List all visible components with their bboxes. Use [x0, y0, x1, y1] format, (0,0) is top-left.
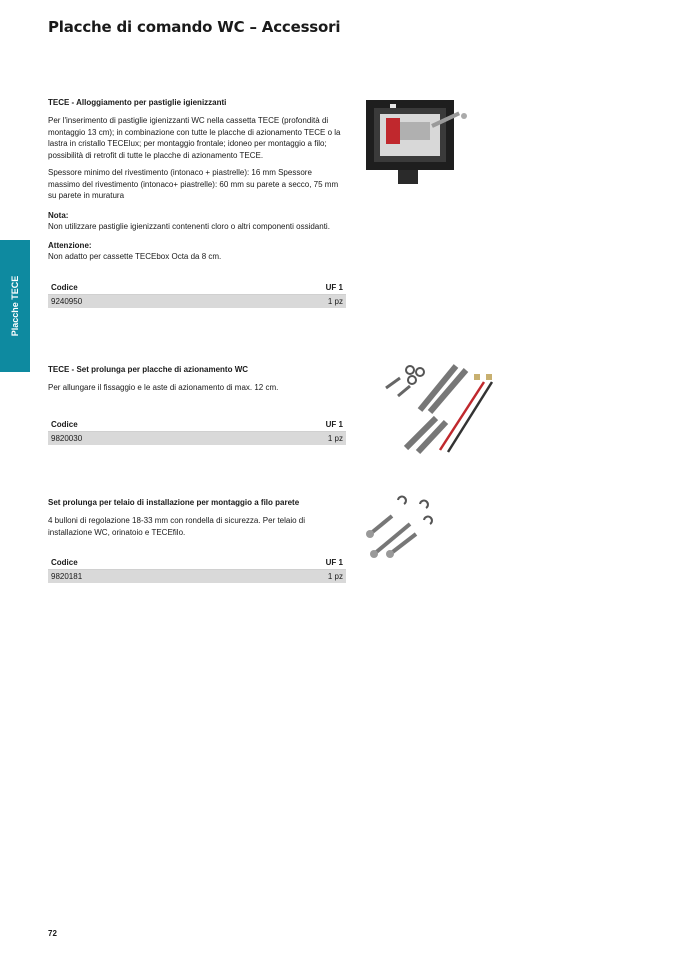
col-code-header: Codice	[51, 419, 78, 429]
section-title: TECE - Alloggiamento per pastiglie igienizzanti	[48, 98, 227, 107]
table-header	[48, 281, 346, 295]
section-paragraph: Spessore minimo del rivestimento (intonaco + piastrelle): 16 mm Spessore massimo del rivestimento (intonaco+ piastrelle): 60 mm su parete a secco, 75 mm su parete in muratura	[48, 168, 339, 200]
product-table	[48, 281, 346, 308]
section-paragraph: 4 bulloni di regolazione 18-33 mm con rondella di sicurezza. Per telaio di installazione WC, orinatoio e TECEfilo.	[48, 516, 306, 537]
section-title: TECE - Set prolunga per placche di azionamento WC	[48, 365, 249, 374]
product-table	[48, 418, 346, 445]
nota-text: Non utilizzare pastiglie igienizzanti contenenti cloro o altri componenti ossidanti.	[48, 221, 330, 231]
col-code-header: Codice	[51, 558, 78, 567]
side-tab	[0, 240, 30, 372]
table-header	[48, 418, 346, 432]
section-paragraph: Per allungare il fissaggio e le aste di azionamento di max. 12 cm.	[48, 383, 279, 392]
section-extension-set	[48, 365, 346, 445]
frame-extension-bolts-image	[362, 494, 442, 564]
section-paragraph: Per l'inserimento di pastiglie igienizzanti WC nella cassetta TECE (profondità di montaggio 13 cm); in combinazione con tutte le placche di azionamento TECE o la lastra in cristallo TECElux; per montaggio frontale; idoneo per montaggio a filo; possibilità di retrofit di tutte le placche di azionamento TECE.	[48, 116, 341, 160]
table-header	[48, 556, 346, 570]
attenzione-text: Non adatto per cassette TECEbox Octa da 8 cm.	[48, 252, 222, 261]
side-tab-label: Placche TECE	[10, 275, 20, 337]
table-row	[48, 570, 346, 583]
product-table	[48, 556, 346, 583]
attenzione-label: Attenzione:	[48, 241, 92, 250]
product-uf: 1 pz	[327, 572, 343, 581]
product-code: 9240950	[51, 296, 83, 306]
section-tablet-holder	[48, 98, 346, 308]
product-code: 9820181	[51, 572, 83, 581]
table-row	[48, 432, 346, 445]
col-uf-header: UF 1	[325, 558, 343, 567]
product-uf: 1 pz	[327, 433, 343, 443]
product-code: 9820030	[51, 433, 83, 443]
col-uf-header: UF 1	[325, 282, 343, 292]
section-title: Set prolunga per telaio di installazione per montaggio a filo parete	[48, 498, 300, 507]
tablet-holder-image	[360, 96, 480, 188]
extension-set-image	[378, 360, 500, 460]
table-row	[48, 295, 346, 308]
page-number: 72	[48, 929, 57, 938]
page-title: Placche di comando WC – Accessori	[48, 18, 341, 36]
product-uf: 1 pz	[327, 296, 343, 306]
nota-label: Nota:	[48, 210, 69, 220]
section-frame-extension	[48, 498, 346, 583]
col-uf-header: UF 1	[325, 419, 343, 429]
col-code-header: Codice	[51, 282, 78, 292]
